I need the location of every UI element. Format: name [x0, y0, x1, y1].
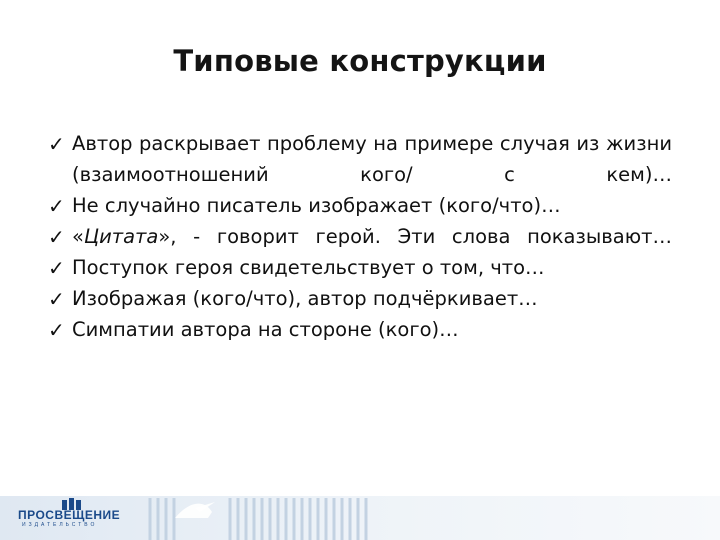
bullet-list [48, 128, 672, 345]
bullet-text: Симпатии автора на стороне (кого)… [72, 318, 459, 341]
checkmark-icon: ✓ [48, 132, 65, 156]
slide-title: Типовые конструкции [173, 44, 547, 78]
bullet-text: Автор раскрывает проблему на примере случая из жизни (взаимоотношений кого/ с кем)… [72, 132, 672, 186]
bullet-text: », - говорит герой. Эти слова показывают… [158, 225, 672, 248]
publisher-logo-subtitle: ИЗДАТЕЛЬСТВО [22, 522, 98, 528]
footer-band [0, 488, 720, 540]
bullet-item [48, 128, 672, 190]
bullet-quote-open: « [72, 225, 84, 248]
bullet-quote: Цитата [83, 225, 159, 248]
bullet-item [48, 221, 672, 252]
bullet-text: Не случайно писатель изображает (кого/что)… [72, 194, 561, 217]
bullet-item [48, 190, 672, 221]
checkmark-icon: ✓ [48, 194, 65, 218]
bullet-item [48, 283, 672, 314]
bullet-item [48, 314, 672, 345]
bullet-text: Изображая (кого/что), автор подчёркивает… [72, 287, 538, 310]
checkmark-icon: ✓ [48, 225, 65, 249]
checkmark-icon: ✓ [48, 287, 65, 311]
bullet-item [48, 252, 672, 283]
publisher-logo: ПРОСВЕЩЕНИЕ [18, 508, 121, 522]
bullet-text: Поступок героя свидетельствует о том, что… [72, 256, 545, 279]
checkmark-icon: ✓ [48, 256, 65, 280]
checkmark-icon: ✓ [48, 318, 65, 342]
